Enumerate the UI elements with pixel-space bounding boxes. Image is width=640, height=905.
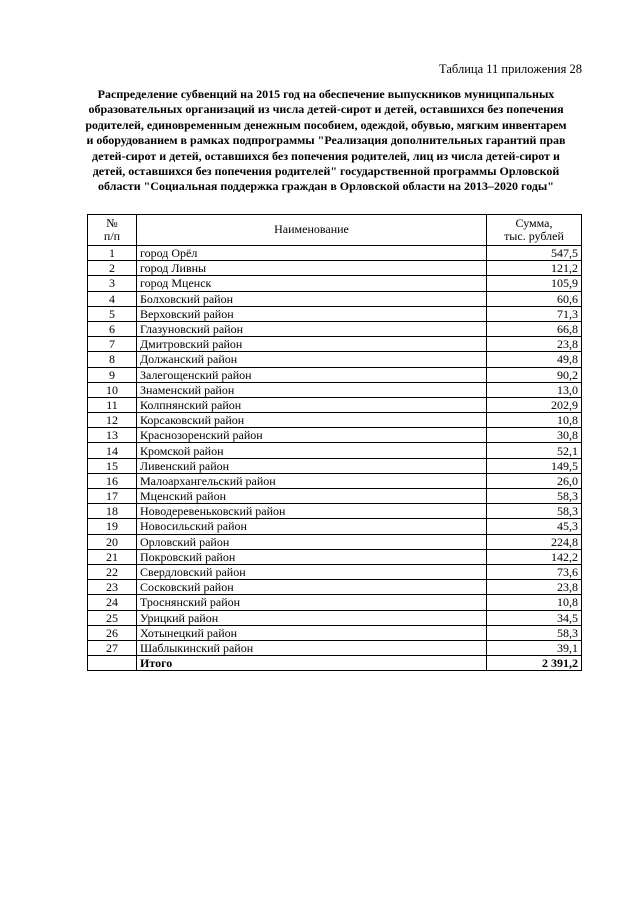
row-name: Мценский район — [137, 489, 487, 504]
row-number: 13 — [88, 428, 137, 443]
row-sum: 58,3 — [487, 625, 582, 640]
header-number — [88, 215, 137, 246]
row-sum: 71,3 — [487, 306, 582, 321]
row-name: Малоархангельский район — [137, 473, 487, 488]
row-sum: 26,0 — [487, 473, 582, 488]
row-number: 8 — [88, 352, 137, 367]
row-name: Верховский район — [137, 306, 487, 321]
table-row — [88, 595, 582, 610]
row-number: 11 — [88, 397, 137, 412]
table-row — [88, 367, 582, 382]
row-name: Должанский район — [137, 352, 487, 367]
row-name: Залегощенский район — [137, 367, 487, 382]
table-row — [88, 443, 582, 458]
row-sum: 73,6 — [487, 564, 582, 579]
row-number: 16 — [88, 473, 137, 488]
subvention-table — [87, 214, 582, 671]
header-sum — [487, 215, 582, 246]
row-sum: 34,5 — [487, 610, 582, 625]
row-name: Сосковский район — [137, 580, 487, 595]
table-row — [88, 640, 582, 655]
table-row — [88, 413, 582, 428]
row-name: Глазуновский район — [137, 321, 487, 336]
row-sum: 547,5 — [487, 246, 582, 261]
row-sum: 121,2 — [487, 261, 582, 276]
table-header-row — [88, 215, 582, 246]
total-label: Итого — [137, 656, 487, 671]
header-number-line1: № — [106, 215, 118, 230]
row-sum: 52,1 — [487, 443, 582, 458]
table-row — [88, 246, 582, 261]
row-name: Хотынецкий район — [137, 625, 487, 640]
row-name: Корсаковский район — [137, 413, 487, 428]
table-row — [88, 489, 582, 504]
table-row — [88, 458, 582, 473]
row-number: 19 — [88, 519, 137, 534]
row-number: 25 — [88, 610, 137, 625]
row-name: Троснянский район — [137, 595, 487, 610]
row-number: 18 — [88, 504, 137, 519]
row-sum: 58,3 — [487, 489, 582, 504]
row-name: Кромской район — [137, 443, 487, 458]
row-sum: 39,1 — [487, 640, 582, 655]
table-row — [88, 549, 582, 564]
total-sum: 2 391,2 — [487, 656, 582, 671]
row-name: Новодеревеньковский район — [137, 504, 487, 519]
row-name: Новосильский район — [137, 519, 487, 534]
row-sum: 23,8 — [487, 337, 582, 352]
table-row — [88, 337, 582, 352]
row-sum: 66,8 — [487, 321, 582, 336]
row-number: 4 — [88, 291, 137, 306]
row-name: Свердловский район — [137, 564, 487, 579]
row-number: 21 — [88, 549, 137, 564]
row-number: 3 — [88, 276, 137, 291]
row-number: 5 — [88, 306, 137, 321]
row-sum: 10,8 — [487, 413, 582, 428]
total-number-cell — [88, 656, 137, 671]
row-number: 17 — [88, 489, 137, 504]
header-name: Наименование — [137, 215, 487, 246]
row-sum: 105,9 — [487, 276, 582, 291]
document-title: Распределение субвенций на 2015 год на обеспечение выпускников муниципальных образовательных организаций из числа детей-сирот и детей, оставшихся без попечения родителей, единовременным денежным пособием, одеждой, обувью, мягким инвентарем и оборудованием в рамках подпрограммы "Реализация дополнительных гарантий прав детей-сирот и детей, оставшихся без попечения родителей, лиц из числа детей-сирот и детей, оставшихся без попечения родителей" государственной программы Орловской области "Социальная поддержка граждан в Орловской области на 2013–2020 годы" — [85, 87, 567, 194]
row-number: 2 — [88, 261, 137, 276]
row-number: 27 — [88, 640, 137, 655]
row-number: 24 — [88, 595, 137, 610]
row-name: Урицкий район — [137, 610, 487, 625]
row-name: Колпнянский район — [137, 397, 487, 412]
row-number: 26 — [88, 625, 137, 640]
row-name: Покровский район — [137, 549, 487, 564]
row-number: 9 — [88, 367, 137, 382]
table-row — [88, 473, 582, 488]
table-caption: Таблица 11 приложения 28 — [439, 62, 582, 76]
row-number: 22 — [88, 564, 137, 579]
row-name: Болховский район — [137, 291, 487, 306]
row-number: 12 — [88, 413, 137, 428]
table-row — [88, 428, 582, 443]
row-sum: 49,8 — [487, 352, 582, 367]
row-name: Шаблыкинский район — [137, 640, 487, 655]
table-row — [88, 564, 582, 579]
row-sum: 202,9 — [487, 397, 582, 412]
row-number: 23 — [88, 580, 137, 595]
row-number: 20 — [88, 534, 137, 549]
row-sum: 90,2 — [487, 367, 582, 382]
table-row — [88, 276, 582, 291]
table-row — [88, 397, 582, 412]
row-name: Ливенский район — [137, 458, 487, 473]
row-sum: 149,5 — [487, 458, 582, 473]
row-number: 1 — [88, 246, 137, 261]
table-row — [88, 382, 582, 397]
header-sum-line1: Сумма, — [515, 215, 553, 230]
table-row — [88, 321, 582, 336]
row-name: Краснозоренский район — [137, 428, 487, 443]
row-sum: 13,0 — [487, 382, 582, 397]
table-row — [88, 610, 582, 625]
table-row — [88, 306, 582, 321]
row-sum: 10,8 — [487, 595, 582, 610]
row-sum: 45,3 — [487, 519, 582, 534]
row-sum: 224,8 — [487, 534, 582, 549]
row-number: 15 — [88, 458, 137, 473]
row-name: город Мценск — [137, 276, 487, 291]
row-sum: 23,8 — [487, 580, 582, 595]
table-row — [88, 580, 582, 595]
row-name: город Ливны — [137, 261, 487, 276]
table-body — [88, 246, 582, 656]
row-number: 7 — [88, 337, 137, 352]
header-sum-line2: тыс. рублей — [504, 229, 564, 243]
row-number: 6 — [88, 321, 137, 336]
table-row — [88, 261, 582, 276]
row-name: Дмитровский район — [137, 337, 487, 352]
row-number: 14 — [88, 443, 137, 458]
table-row — [88, 625, 582, 640]
table-row — [88, 519, 582, 534]
row-sum: 30,8 — [487, 428, 582, 443]
row-sum: 60,6 — [487, 291, 582, 306]
row-name: город Орёл — [137, 246, 487, 261]
row-name: Знаменский район — [137, 382, 487, 397]
row-name: Орловский район — [137, 534, 487, 549]
table-row — [88, 352, 582, 367]
table-row — [88, 504, 582, 519]
total-row — [88, 656, 582, 671]
table-row — [88, 534, 582, 549]
row-sum: 58,3 — [487, 504, 582, 519]
row-sum: 142,2 — [487, 549, 582, 564]
table-row — [88, 291, 582, 306]
header-number-line2: п/п — [103, 229, 121, 243]
row-number: 10 — [88, 382, 137, 397]
